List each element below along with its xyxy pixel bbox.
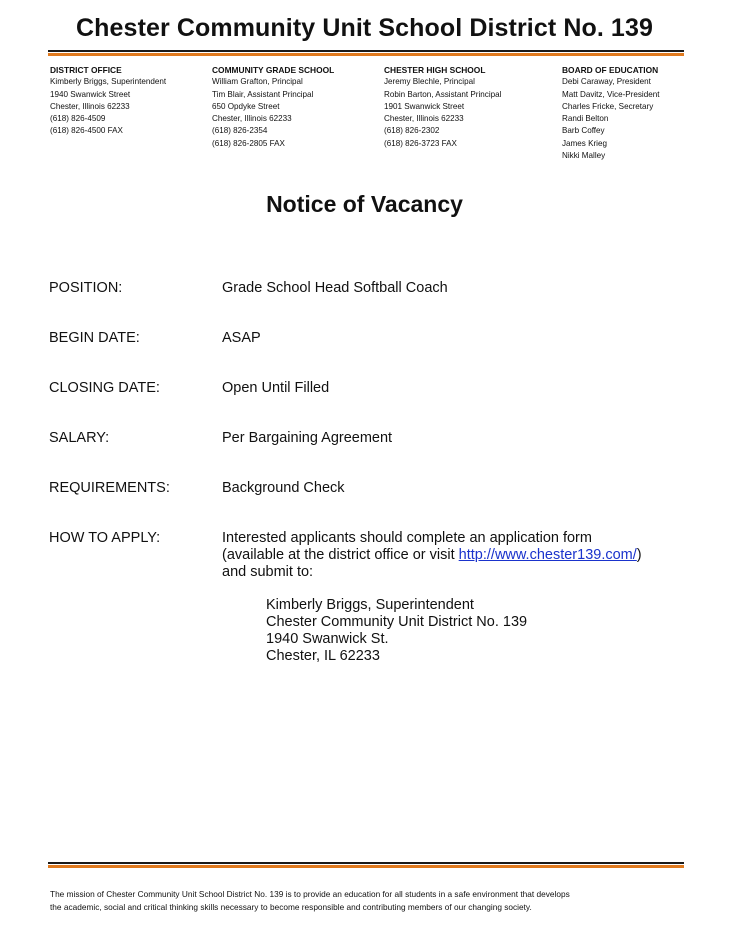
column-line: (618) 826-2805 FAX [212,138,285,148]
column-line: Matt Davitz, Vice-President [562,89,660,99]
column-line: 650 Opdyke Street [212,101,280,111]
address-line: Chester Community Unit District No. 139 [266,614,528,630]
column-line: Charles Fricke, Secretary [562,101,654,111]
header-rule [48,50,684,56]
address-line: Chester, IL 62233 [266,648,380,664]
mission-line: the academic, social and critical thinking skills necessary to become responsible and contributing members of our changing society. [50,901,532,912]
column-line: 1940 Swanwick Street [50,89,131,99]
apply-line [222,547,642,564]
column-line: (618) 826-4500 FAX [50,126,123,136]
field-label: POSITION: [49,280,123,296]
field-label: REQUIREMENTS: [49,480,170,496]
field-label: CLOSING DATE: [49,380,160,396]
column-heading: BOARD OF EDUCATION [562,65,659,75]
column-line: (618) 826-3723 FAX [384,138,457,148]
field-label: BEGIN DATE: [49,330,140,346]
field-value: Grade School Head Softball Coach [222,280,448,296]
address-line: Kimberly Briggs, Superintendent [266,597,474,613]
column-line: Chester, Illinois 62233 [384,114,464,124]
column-line: Kimberly Briggs, Superintendent [50,77,167,87]
board-of-education-block [562,64,659,162]
mission-statement [50,888,690,913]
column-line: 1901 Swanwick Street [384,101,465,111]
column-line: Debi Caraway, President [562,77,651,87]
column-heading: CHESTER HIGH SCHOOL [384,65,486,75]
field-label: HOW TO APPLY: [49,530,161,546]
field-value: Per Bargaining Agreement [222,430,393,446]
column-line: Chester, Illinois 62233 [212,114,292,124]
column-line: (618) 826-2354 [212,126,268,136]
apply-line: Interested applicants should complete an application form [222,530,592,546]
district-website-link[interactable]: http://www.chester139.com/ [458,547,637,563]
apply-text: ) [636,547,642,563]
field-value: Open Until Filled [222,380,330,396]
mailing-address [266,597,527,665]
field-value: Background Check [222,480,345,496]
column-line: (618) 826-2302 [384,126,440,136]
grade-school-block [212,64,334,150]
apply-instructions [222,530,642,581]
column-line: Jeremy Blechle, Principal [384,77,475,87]
column-line: Nikki Malley [562,151,606,161]
field-value: ASAP [222,330,261,346]
column-line: Chester, Illinois 62233 [50,101,130,111]
column-line: Barb Coffey [562,126,605,136]
column-line: (618) 826-4509 [50,114,106,124]
column-line: Randi Belton [562,114,609,124]
mission-line: The mission of Chester Community Unit School District No. 139 is to provide an education for all students in a safe environment that develops [50,889,570,899]
address-line: 1940 Swanwick St. [266,631,389,647]
column-line: Robin Barton, Assistant Principal [384,89,502,99]
apply-text: (available at the district office or visit [222,547,459,563]
column-line: James Krieg [562,138,607,148]
column-heading: COMMUNITY GRADE SCHOOL [212,65,335,75]
column-heading: DISTRICT OFFICE [50,65,122,75]
page-title: Notice of Vacancy [266,191,463,217]
high-school-block [384,64,501,150]
field-label: SALARY: [49,430,110,446]
column-line: Tim Blair, Assistant Principal [212,89,314,99]
column-line: William Grafton, Principal [212,77,303,87]
apply-line: and submit to: [222,564,314,580]
district-title: Chester Community Unit School District No. 139 [76,14,653,42]
footer-rule [48,862,684,868]
district-office-block [50,64,166,138]
